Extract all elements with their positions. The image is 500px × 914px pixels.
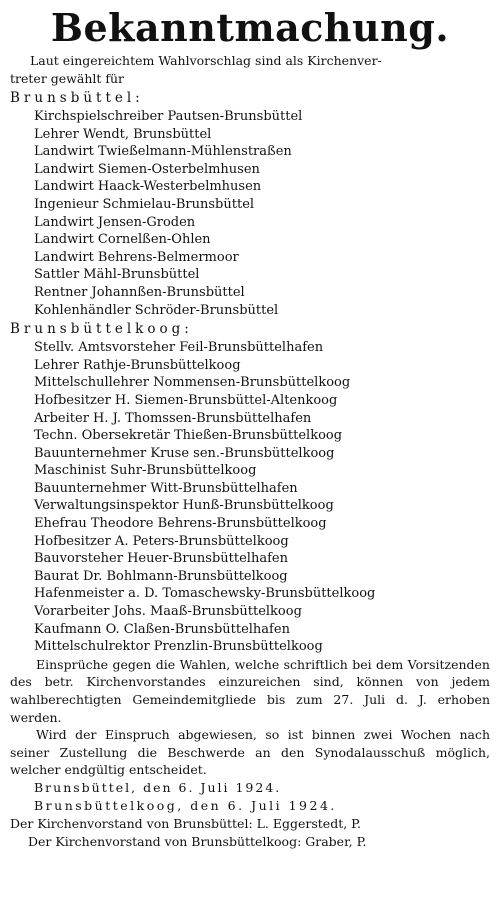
list-item: Baurat Dr. Bohlmann-Brunsbüttelkoog [34,568,288,584]
notice-title: Bekanntmachung. [50,5,450,50]
list-item: Vorarbeiter Johs. Maaß-Brunsbüttelkoog [34,604,302,620]
list-item: Landwirt Twießelmann-Mühlenstraßen [34,144,292,160]
list-item: Maschinist Suhr-Brunsbüttelkoog [34,463,257,479]
list-item: Hafenmeister a. D. Tomaschewsky-Brunsbüttelkoog [34,586,376,602]
list-item: Mittelschullehrer Nommensen-Brunsbüttelkoog [34,375,351,391]
list-item: Hofbesitzer H. Siemen-Brunsbüttel-Altenkoog [34,392,338,408]
list-item: Landwirt Behrens-Belmermoor [34,249,239,265]
signature-brunsbuettel: Der Kirchenvorstand von Brunsbüttel: L. Eggerstedt, P. [10,815,362,831]
list-item: Techn. Obersekretär Thießen-Brunsbüttelkoog [34,428,343,444]
list-item: Kirchspielschreiber Pautsen-Brunsbüttel [34,109,303,124]
appeal-paragraph: Wird der Einspruch abgewiesen, so ist binnen zwei Wochen nach seiner Zustellung die Beschwerde an den Synodalausschuß möglich, welcher endgültig entscheidet. [10,727,490,778]
list-item: Verwaltungsinspektor Hunß-Brunsbüttelkoog [34,498,334,514]
elected-list-brunsbuettelkoog [10,339,490,656]
list-item: Ehefrau Theodore Behrens-Brunsbüttelkoog [34,516,327,532]
list-item: Bauunternehmer Kruse sen.-Brunsbüttelkoog [34,445,335,461]
list-item: Kaufmann O. Claßen-Brunsbüttelhafen [34,621,290,637]
list-item: Hofbesitzer A. Peters-Brunsbüttelkoog [34,533,289,549]
list-item: Bauunternehmer Witt-Brunsbüttelhafen [34,480,298,496]
list-item: Sattler Mähl-Brunsbüttel [34,267,200,283]
list-item: Lehrer Rathje-Brunsbüttelkoog [34,357,241,373]
list-item: Kohlenhändler Schröder-Brunsbüttel [34,302,279,318]
list-item: Landwirt Jensen-Groden [34,214,196,230]
list-item: Bauvorsteher Heuer-Brunsbüttelhafen [34,551,288,567]
elected-list-brunsbuettel [10,108,490,319]
section-heading-brunsbuettelkoog: Brunsbüttelkoog: [10,321,193,338]
list-item: Landwirt Siemen-Osterbelmhusen [34,161,260,177]
list-item: Landwirt Haack-Westerbelmhusen [34,179,262,195]
list-item: Rentner Johannßen-Brunsbüttel [34,284,245,300]
signature-brunsbuettelkoog: Der Kirchenvorstand von Brunsbüttelkoog: Graber, P. [28,833,367,849]
list-item: Landwirt Cornelßen-Ohlen [34,232,211,248]
date-line-brunsbuettelkoog: Brunsbüttelkoog, den 6. Juli 1924. [34,797,337,813]
list-item: Mittelschulrektor Prenzlin-Brunsbüttelkoog [34,639,323,655]
intro-line-1: Laut eingereichtem Wahlvorschlag sind als Kirchenver- [30,53,382,68]
intro-line-2: treter gewählt für [10,71,125,86]
list-item: Ingenieur Schmielau-Brunsbüttel [34,196,255,212]
section-heading-brunsbuettel: Brunsbüttel: [10,90,144,106]
list-item: Lehrer Wendt, Brunsbüttel [34,126,212,142]
objection-paragraph: Einsprüche gegen die Wahlen, welche schriftlich bei dem Vorsitzenden des betr. Kirchenvorstandes einzureichen sind, können von jedem wahlberechtigten Gemeindemitgliede bis zum 27. Juli d. J. erhoben werden. [10,656,490,725]
date-line-brunsbuettel: Brunsbüttel, den 6. Juli 1924. [34,779,282,795]
list-item: Stellv. Amtsvorsteher Feil-Brunsbüttelhafen [34,340,324,356]
list-item: Arbeiter H. J. Thomssen-Brunsbüttelhafen [34,410,312,426]
